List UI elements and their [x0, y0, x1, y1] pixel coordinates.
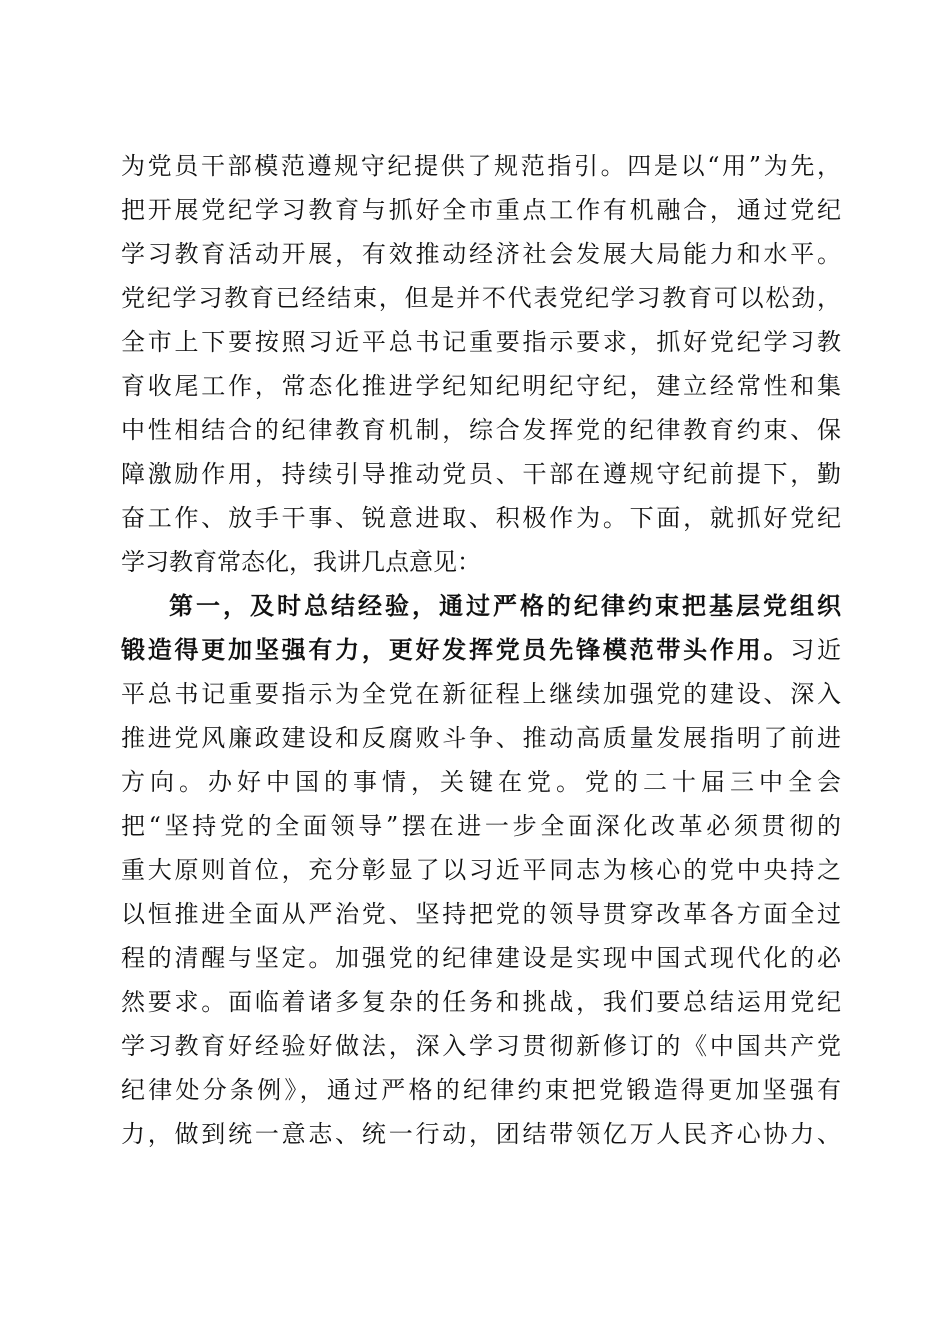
text-line: 中性相结合的纪律教育机制，综合发挥党的纪律教育约束、保 [121, 416, 841, 444]
paragraph-2 [121, 276, 841, 584]
text-line: 把“坚持党的全面领导”摆在进一步全面深化改革必须贯彻的 [121, 812, 841, 840]
section-heading-text: 锻造得更加坚强有力，更好发挥党员先锋模范带头作用。 [121, 635, 791, 664]
text-line: 以恒推进全面从严治党、坚持把党的领导贯穿改革各方面全过 [121, 900, 841, 928]
section-heading-line [121, 628, 841, 672]
text-line: 重大原则首位，充分彰显了以习近平同志为核心的党中央持之 [121, 856, 841, 884]
text-line: 学习教育好经验好做法，深入学习贯彻新修订的《中国共产党 [121, 1032, 841, 1060]
section-heading-line: 第一，及时总结经验，通过严格的纪律约束把基层党组织 [169, 591, 841, 620]
document-body [121, 144, 841, 1156]
text-line: 然要求。面临着诸多复杂的任务和挑战，我们要总结运用党纪 [121, 988, 841, 1016]
text-line: 为党员干部模范遵规守纪提供了规范指引。四是以“用”为先， [121, 152, 841, 180]
text-line: 奋工作、放手干事、锐意进取、积极作为。下面，就抓好党纪 [121, 504, 841, 532]
text-line: 障激励作用，持续引导推动党员、干部在遵规守纪前提下，勤 [121, 460, 841, 488]
text-line: 全市上下要按照习近平总书记重要指示要求，抓好党纪学习教 [121, 328, 841, 356]
paragraph-3 [121, 584, 841, 1156]
text-line: 方向。办好中国的事情，关键在党。党的二十届三中全会 [121, 768, 841, 796]
text-line: 推进党风廉政建设和反腐败斗争、推动高质量发展指明了前进 [121, 724, 841, 752]
text-line: 程的清醒与坚定。加强党的纪律建设是实现中国式现代化的必 [121, 944, 841, 972]
text-line: 纪律处分条例》，通过严格的纪律约束把党锻造得更加坚强有 [121, 1076, 841, 1104]
text-line: 学习教育常态化，我讲几点意见： [121, 548, 481, 576]
paragraph-1 [121, 144, 841, 276]
text-line: 学习教育活动开展，有效推动经济社会发展大局能力和水平。 [121, 240, 841, 268]
text-line: 育收尾工作，常态化推进学纪知纪明纪守纪，建立经常性和集 [121, 372, 841, 400]
text-line: 平总书记重要指示为全党在新征程上继续加强党的建设、深入 [121, 680, 841, 708]
text-fragment: 习近 [790, 636, 842, 664]
text-line: 党纪学习教育已经结束，但是并不代表党纪学习教育可以松劲， [121, 284, 841, 312]
text-line: 把开展党纪学习教育与抓好全市重点工作有机融合，通过党纪 [121, 196, 841, 224]
text-line: 力，做到统一意志、统一行动，团结带领亿万人民齐心协力、 [121, 1120, 841, 1148]
